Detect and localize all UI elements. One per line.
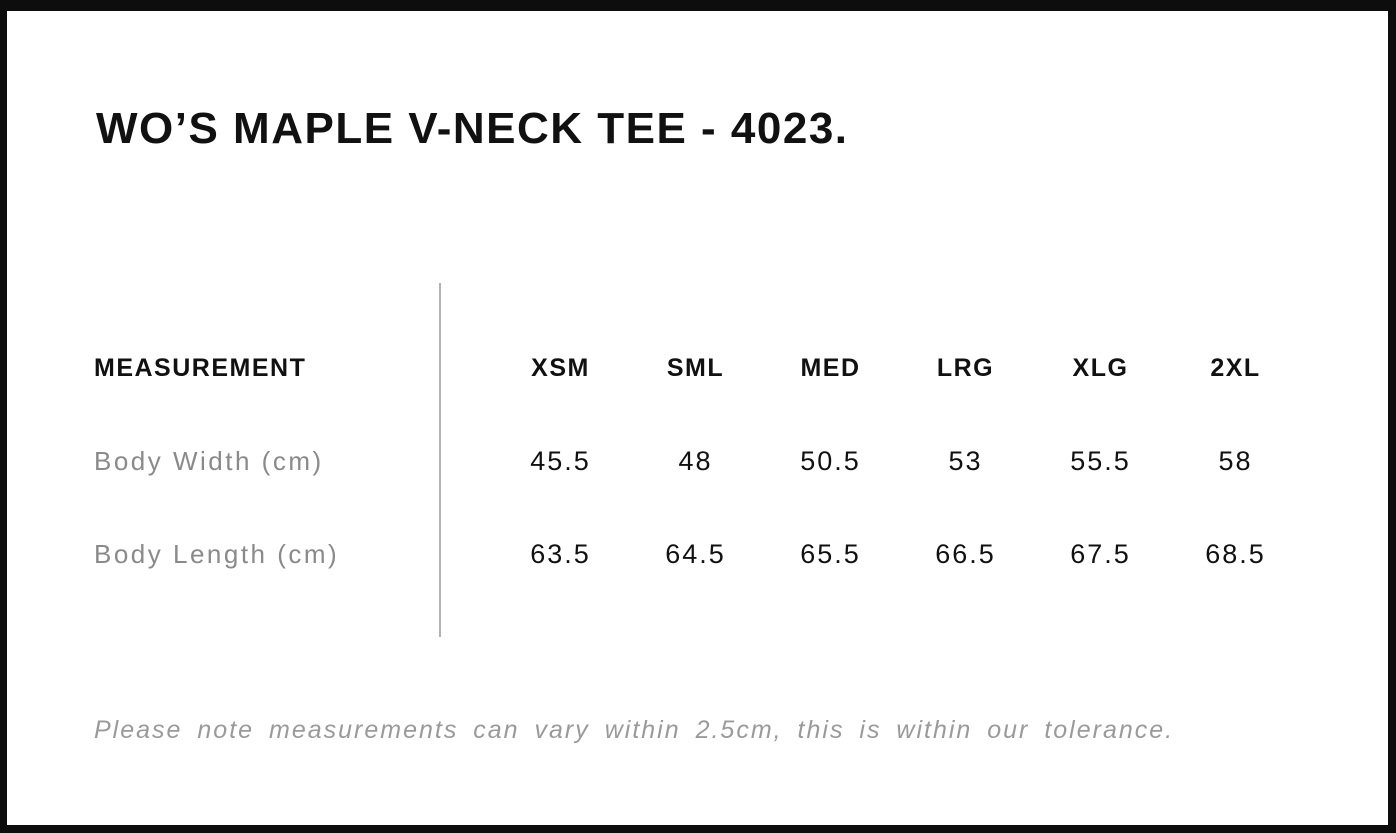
- column-spacer: [440, 322, 493, 415]
- row-label-body-length: Body Length (cm): [94, 539, 340, 569]
- body-length-value-2xl: 68.5: [1205, 539, 1266, 569]
- column-spacer: [440, 508, 493, 601]
- body-width-value-med: 50.5: [800, 446, 861, 476]
- body-width-value-2xl: 58: [1218, 446, 1253, 476]
- size-header-2xl: 2XL: [1210, 354, 1261, 382]
- body-length-value-lrg: 66.5: [935, 539, 996, 569]
- measurement-column-header: MEASUREMENT: [94, 354, 307, 382]
- size-header-lrg: LRG: [936, 354, 995, 382]
- body-width-value-xlg: 55.5: [1070, 446, 1131, 476]
- tolerance-note: Please note measurements can vary within 2.5cm, this is within our tolerance.: [94, 716, 1175, 744]
- size-table: [94, 322, 1303, 601]
- body-length-value-xlg: 67.5: [1070, 539, 1131, 569]
- size-header-sml: SML: [666, 354, 725, 382]
- size-header-med: MED: [800, 354, 861, 382]
- body-length-value-med: 65.5: [800, 539, 861, 569]
- row-label-body-width: Body Width (cm): [94, 446, 324, 476]
- product-title: WO’S MAPLE V-NECK TEE - 4023.: [96, 104, 849, 153]
- body-width-value-lrg: 53: [948, 446, 983, 476]
- body-length-value-sml: 64.5: [665, 539, 726, 569]
- size-header-xsm: XSM: [531, 354, 590, 382]
- body-width-value-sml: 48: [678, 446, 713, 476]
- body-width-value-xsm: 45.5: [530, 446, 591, 476]
- body-length-value-xsm: 63.5: [530, 539, 591, 569]
- table-vertical-divider: [439, 283, 441, 637]
- column-spacer: [440, 415, 493, 508]
- size-header-xlg: XLG: [1072, 354, 1129, 382]
